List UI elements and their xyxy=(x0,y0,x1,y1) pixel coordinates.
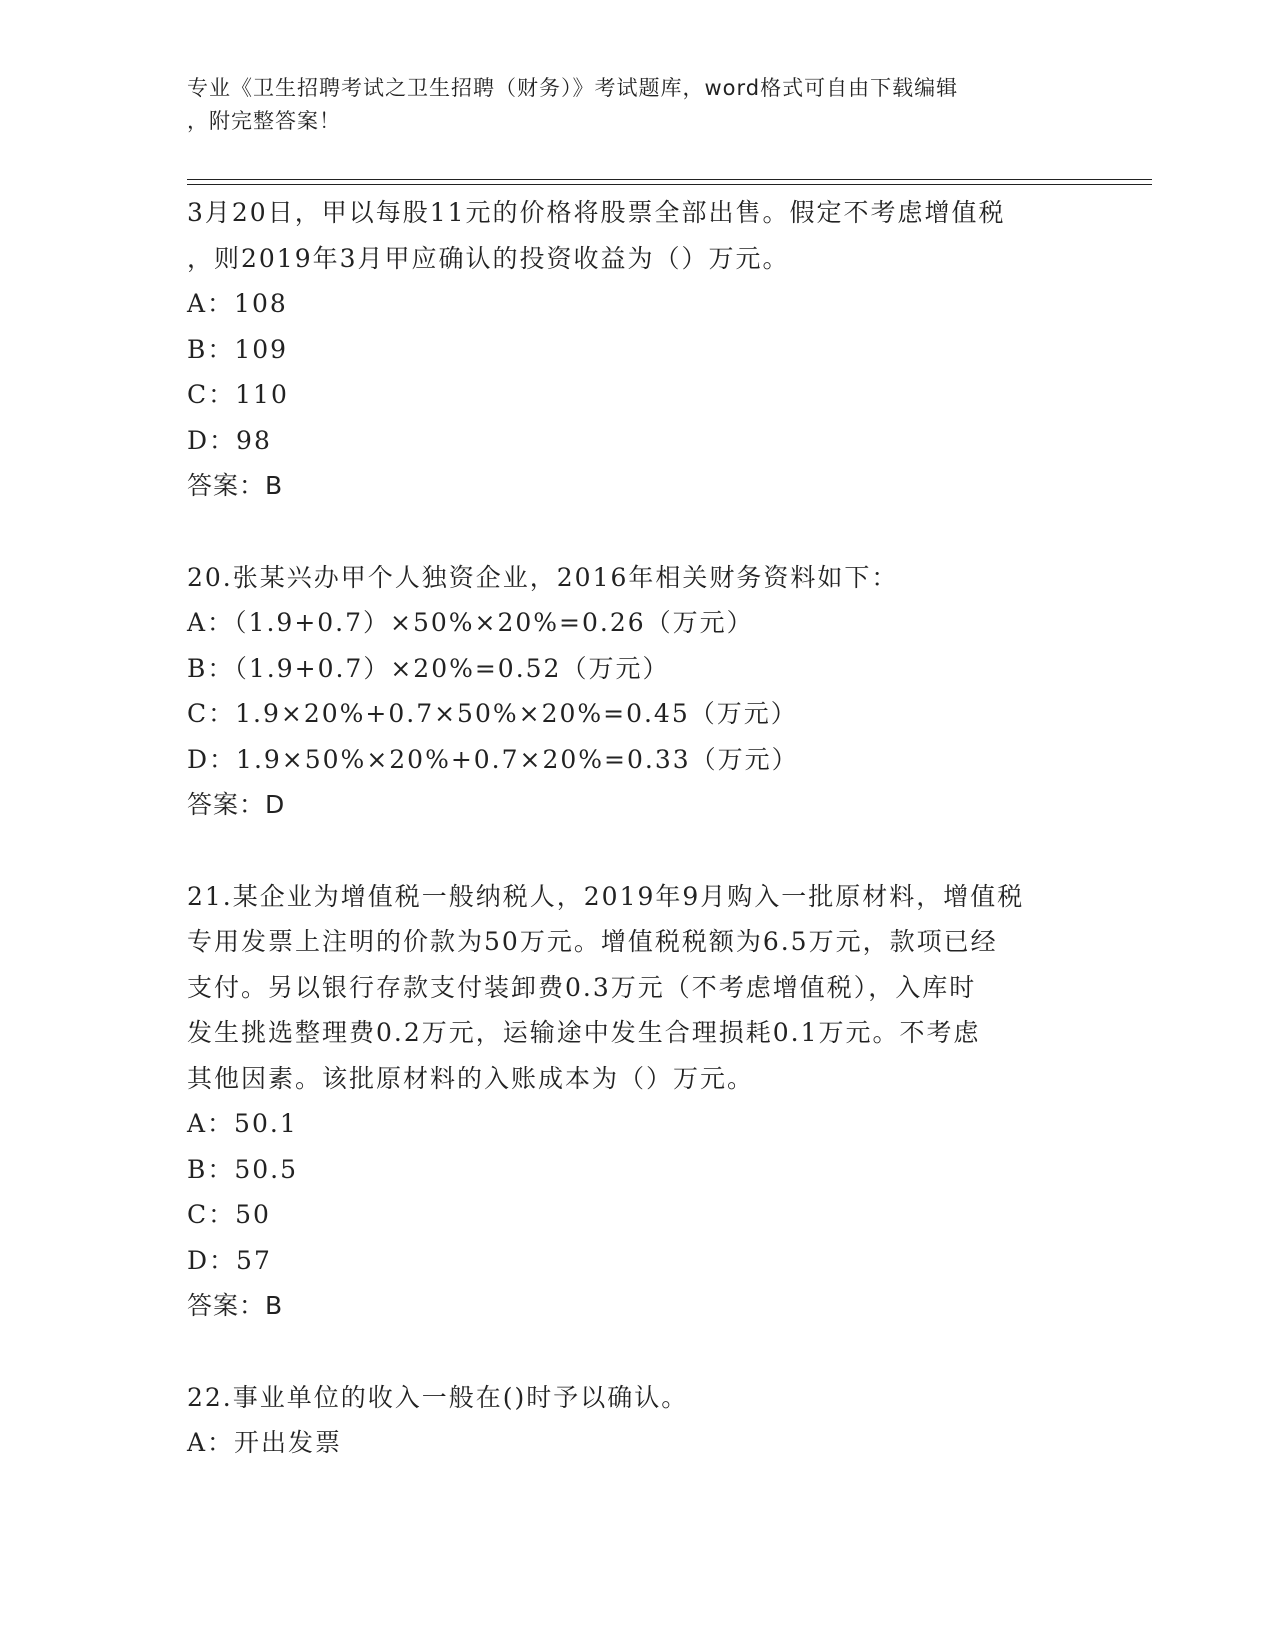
question-text-line: 21.某企业为增值税一般纳税人，2019年9月购入一批原材料，增值税 xyxy=(187,881,1025,911)
question-list xyxy=(187,190,1087,1466)
question-block xyxy=(187,874,1087,1329)
question-text-line: 专用发票上注明的价款为50万元。增值税税额为6.5万元，款项已经 xyxy=(187,927,998,956)
question-text-line: 3月20日，甲以每股11元的价格将股票全部出售。假定不考虑增值税 xyxy=(187,198,1006,227)
header-divider-bottom xyxy=(187,184,1152,185)
option-c: C：110 xyxy=(187,380,289,409)
question-block xyxy=(187,555,1087,828)
answer-line: 答案：B xyxy=(187,471,284,500)
option-a: A：50.1 xyxy=(187,1109,298,1138)
option-d: D：57 xyxy=(187,1245,272,1275)
question-text-line: 22.事业单位的收入一般在()时予以确认。 xyxy=(187,1382,689,1412)
option-a: A：开出发票 xyxy=(187,1428,343,1457)
option-d: D：98 xyxy=(187,425,272,455)
question-text-line: ，则2019年3月甲应确认的投资收益为（）万元。 xyxy=(187,243,790,273)
option-c: C：1.9×20%+0.7×50%×20%=0.45（万元） xyxy=(187,699,798,728)
question-text-line: 支付。另以银行存款支付装卸费0.3万元（不考虑增值税），入库时 xyxy=(187,972,977,1002)
question-text-line: 其他因素。该批原材料的入账成本为（）万元。 xyxy=(187,1063,755,1093)
option-b: B：50.5 xyxy=(187,1154,299,1184)
option-c: C：50 xyxy=(187,1200,271,1229)
answer-line: 答案：B xyxy=(187,1291,284,1320)
option-b: B：（1.9+0.7）×20%=0.52（万元） xyxy=(187,653,670,683)
document-header xyxy=(187,72,1077,138)
question-block xyxy=(187,1375,1087,1466)
answer-line: 答案：D xyxy=(187,790,286,819)
header-line-2: ，附完整答案！ xyxy=(187,109,341,133)
option-d: D：1.9×50%×20%+0.7×20%=0.33（万元） xyxy=(187,744,799,774)
question-text-line: 发生挑选整理费0.2万元，运输途中发生合理损耗0.1万元。不考虑 xyxy=(187,1018,981,1047)
question-block xyxy=(187,190,1087,509)
header-line-1: 专业《卫生招聘考试之卫生招聘（财务）》考试题库，word格式可自由下载编辑 xyxy=(187,76,959,100)
option-a: A：108 xyxy=(187,289,288,318)
option-a: A：（1.9+0.7）×50%×20%=0.26（万元） xyxy=(187,608,754,637)
option-b: B：109 xyxy=(187,334,289,364)
header-divider-top xyxy=(187,179,1152,180)
question-text-line: 20.张某兴办甲个人独资企业，2016年相关财务资料如下： xyxy=(187,562,899,592)
